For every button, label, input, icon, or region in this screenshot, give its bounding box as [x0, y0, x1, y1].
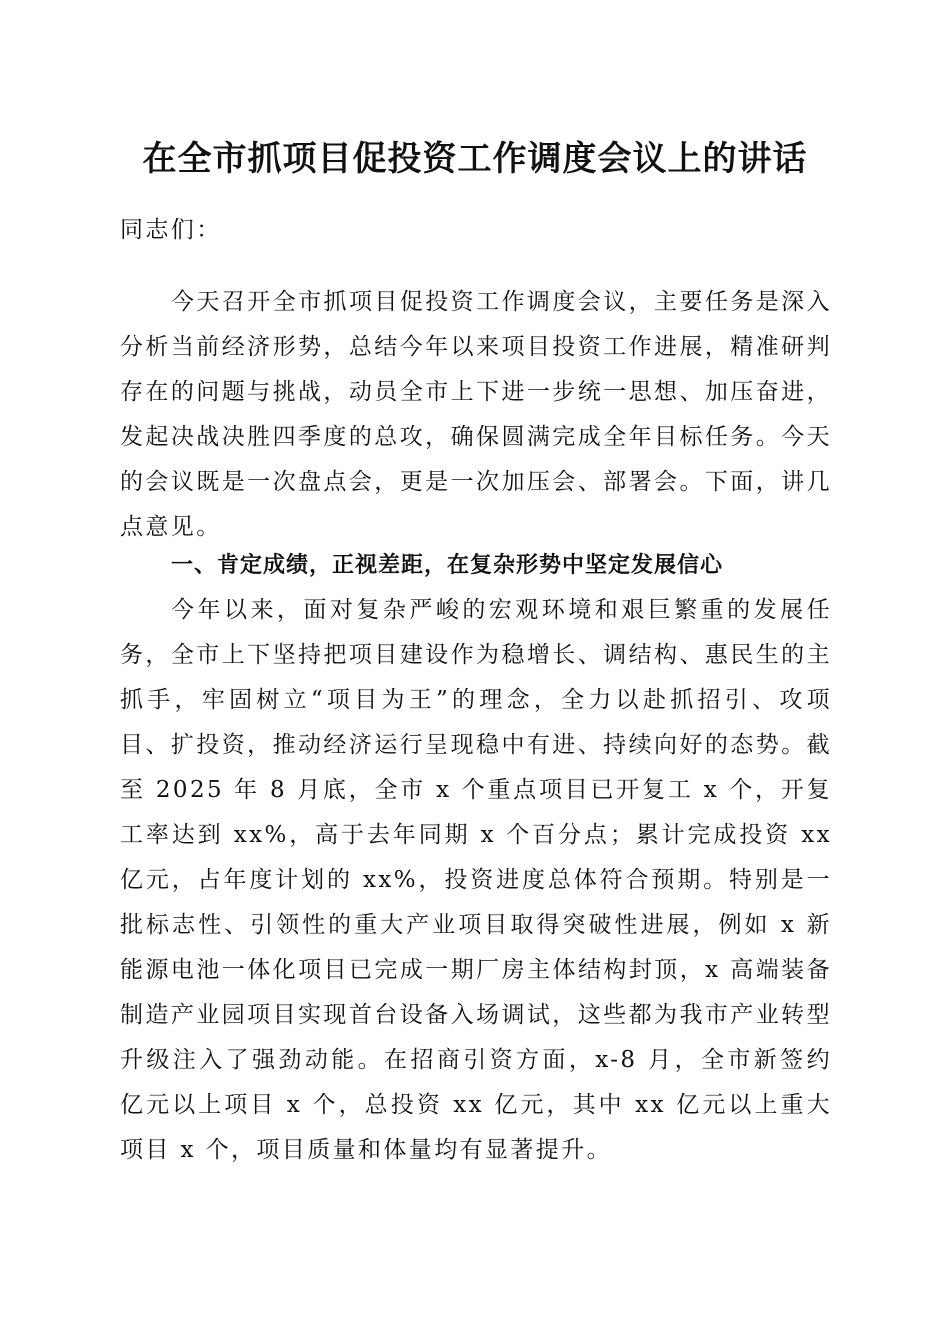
section-heading: 一、肯定成绩，正视差距，在复杂形势中坚定发展信心 [171, 553, 724, 578]
intro-paragraph: 今天召开全市抓项目促投资工作调度会议，主要任务是深入分析当前经济形势，总结今年以来项目投资工作进展，精准研判存在的问题与挑战，动员全市上下进一步统一思想、加压奋进，发起决战决胜四季度的总攻，确保圆满完成全年目标任务。今天的会议既是一次盘点会，更是一次加压会、部署会。下面，讲几点意见。 [120, 289, 832, 540]
section-paragraph: 今年以来，面对复杂严峻的宏观环境和艰巨繁重的发展任务，全市上下坚持把项目建设作为稳增长、调结构、惠民生的主抓手，牢固树立“项目为王”的理念，全力以赴抓招引、攻项目、扩投资，推动经济运行呈现稳中有进、持续向好的态势。截至 2025 年 8 月底，全市 x 个重点项目已开复工 x 个，开复工率达到 xx%，高于去年同期 x 个百分点；累计完成投资 xx 亿元，占年度计划的 xx%，投资进度总体符合预期。特别是一批标志性、引领性的重大产业项目取得突破性进展，例如 x 新能源电池一体化项目已完成一期厂房主体结构封顶，x 高端装备制造产业园项目实现首台设备入场调试，这些都为我市产业转型升级注入了强劲动能。在招商引资方面，x-8 月，全市新签约亿元以上项目 x 个，总投资 xx 亿元，其中 xx 亿元以上重大项目 x 个，项目质量和体量均有显著提升。 [120, 597, 832, 1163]
salutation: 同志们： [120, 217, 222, 243]
document-title: 在全市抓项目促投资工作调度会议上的讲话 [142, 139, 808, 179]
